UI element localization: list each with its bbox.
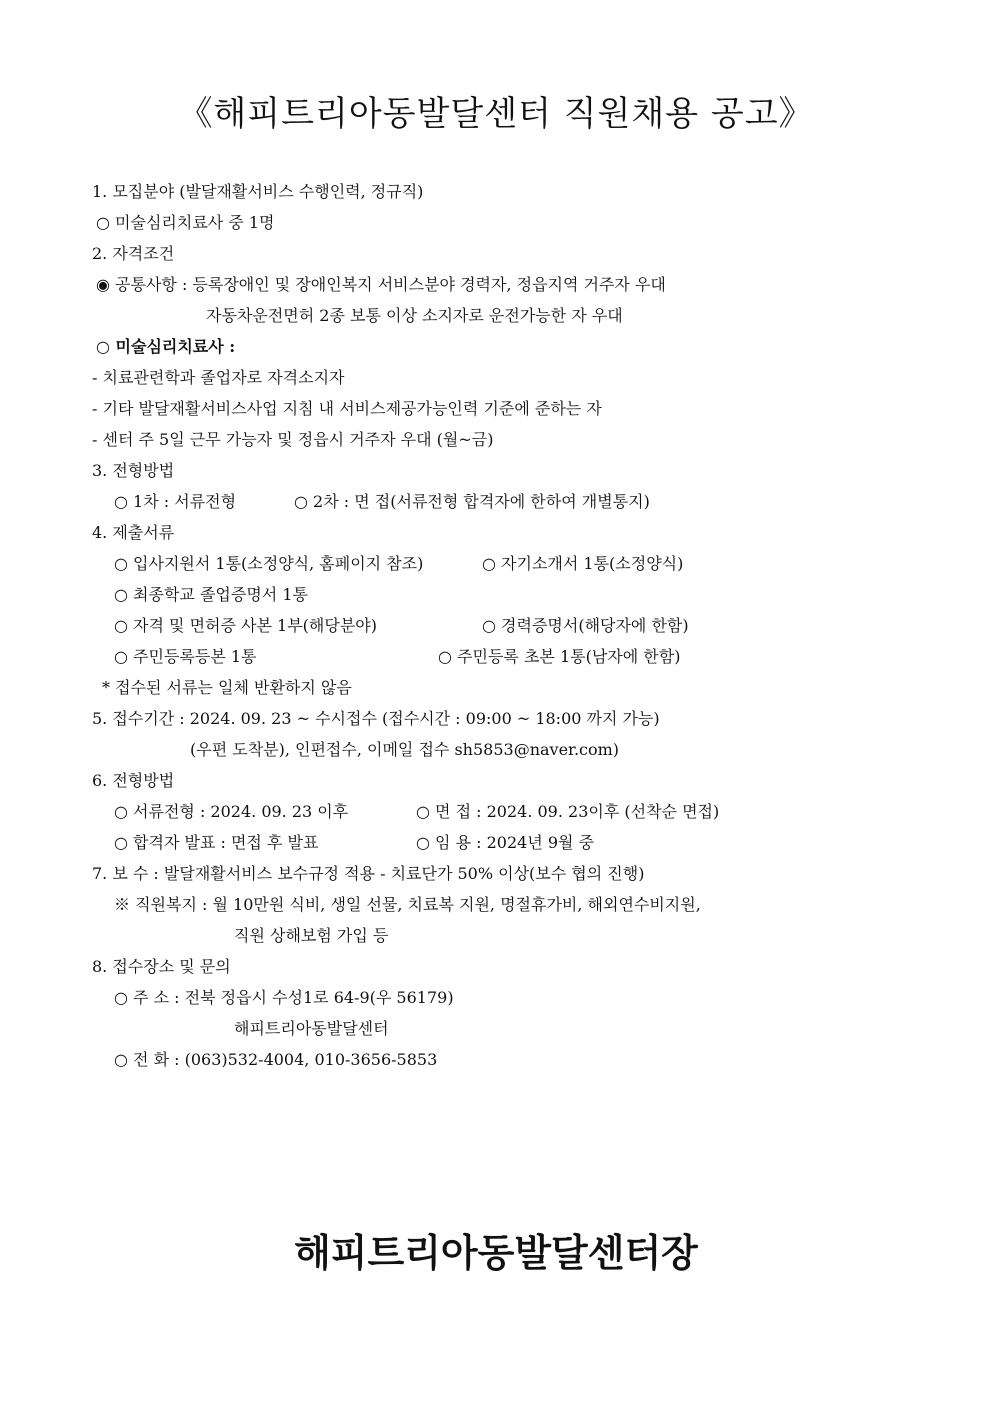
section-8-heading: 8. 접수장소 및 문의	[92, 957, 231, 976]
common-requirements-line2: 자동차운전면허 2종 보통 이상 소지자로 운전가능한 자 우대	[206, 306, 623, 325]
section-2-heading: 2. 자격조건	[92, 244, 175, 263]
notice-body	[92, 176, 952, 1075]
document-item: ○ 입사지원서 1통(소정양식, 홈페이지 참조)	[114, 554, 424, 573]
document-item: ○ 주민등록등본 1통	[114, 647, 257, 666]
requirement-item: - 치료관련학과 졸업자로 자격소지자	[92, 368, 345, 387]
selection-steps-row	[92, 486, 952, 517]
requirement-item: - 기타 발달재활서비스사업 지침 내 서비스제공가능인력 기준에 준하는 자	[92, 399, 602, 418]
documents-note: * 접수된 서류는 일체 반환하지 않음	[102, 678, 352, 697]
document-item: ○ 자기소개서 1통(소정양식)	[482, 554, 684, 573]
schedule-row	[92, 827, 952, 858]
documents-row	[92, 548, 952, 579]
documents-row	[92, 610, 952, 641]
section-5-methods: (우편 도착분), 인편접수, 이메일 접수 sh5853@naver.com)	[190, 740, 620, 759]
schedule-item: ○ 면 접 : 2024. 09. 23이후 (선착순 면접)	[416, 802, 720, 821]
section-1-heading: 1. 모집분야 (발달재활서비스 수행인력, 정규직)	[92, 182, 424, 201]
page-title: 《해피트리아동발달센터 직원채용 공고》	[178, 94, 814, 134]
section-5-period: 5. 접수기간 : 2024. 09. 23 ~ 수시접수 (접수시간 : 09:00 ~ 18:00 까지 가능)	[92, 709, 660, 728]
step-2: ○ 2차 : 면 접(서류전형 합격자에 한하여 개별통지)	[294, 492, 650, 511]
schedule-item: ○ 합격자 발표 : 면접 후 발표	[114, 833, 319, 852]
schedule-row	[92, 796, 952, 827]
section-3-heading: 3. 전형방법	[92, 461, 175, 480]
section-1-item: ○ 미술심리치료사 중 1명	[96, 213, 275, 232]
document-item: ○ 주민등록 초본 1통(남자에 한함)	[438, 647, 681, 666]
documents-row	[92, 579, 952, 610]
schedule-item: ○ 서류전형 : 2024. 09. 23 이후	[114, 802, 349, 821]
section-7-salary: 7. 보 수 : 발달재활서비스 보수규정 적용 - 치료단가 50% 이상(보수 협의 진행)	[92, 864, 645, 883]
contact-address: ○ 주 소 : 전북 정읍시 수성1로 64-9(우 56179)	[114, 988, 454, 1007]
requirement-item: - 센터 주 5일 근무 가능자 및 정읍시 거주자 우대 (월~금)	[92, 430, 494, 449]
section-6-heading: 6. 전형방법	[92, 771, 175, 790]
welfare-line2: 직원 상해보험 가입 등	[234, 926, 389, 945]
art-therapist-heading: ○ 미술심리치료사 :	[96, 337, 236, 356]
documents-row	[92, 641, 952, 672]
document-item: ○ 경력증명서(해당자에 한함)	[482, 616, 689, 635]
document-item: ○ 자격 및 면허증 사본 1부(해당분야)	[114, 616, 377, 635]
contact-address-name: 해피트리아동발달센터	[234, 1019, 389, 1038]
contact-phone: ○ 전 화 : (063)532-4004, 010-3656-5853	[114, 1050, 438, 1069]
common-requirements-line1: ◉ 공통사항 : 등록장애인 및 장애인복지 서비스분야 경력자, 정읍지역 거주자 우대	[96, 275, 666, 294]
welfare-line1: ※ 직원복지 : 월 10만원 식비, 생일 선물, 치료복 지원, 명절휴가비, 해외연수비지원,	[114, 895, 701, 914]
section-4-heading: 4. 제출서류	[92, 523, 175, 542]
step-1: ○ 1차 : 서류전형	[114, 492, 237, 511]
schedule-item: ○ 임 용 : 2024년 9월 중	[416, 833, 595, 852]
signature-center-director: 해피트리아동발달센터장	[294, 1230, 698, 1275]
document-item: ○ 최종학교 졸업증명서 1통	[114, 585, 308, 604]
